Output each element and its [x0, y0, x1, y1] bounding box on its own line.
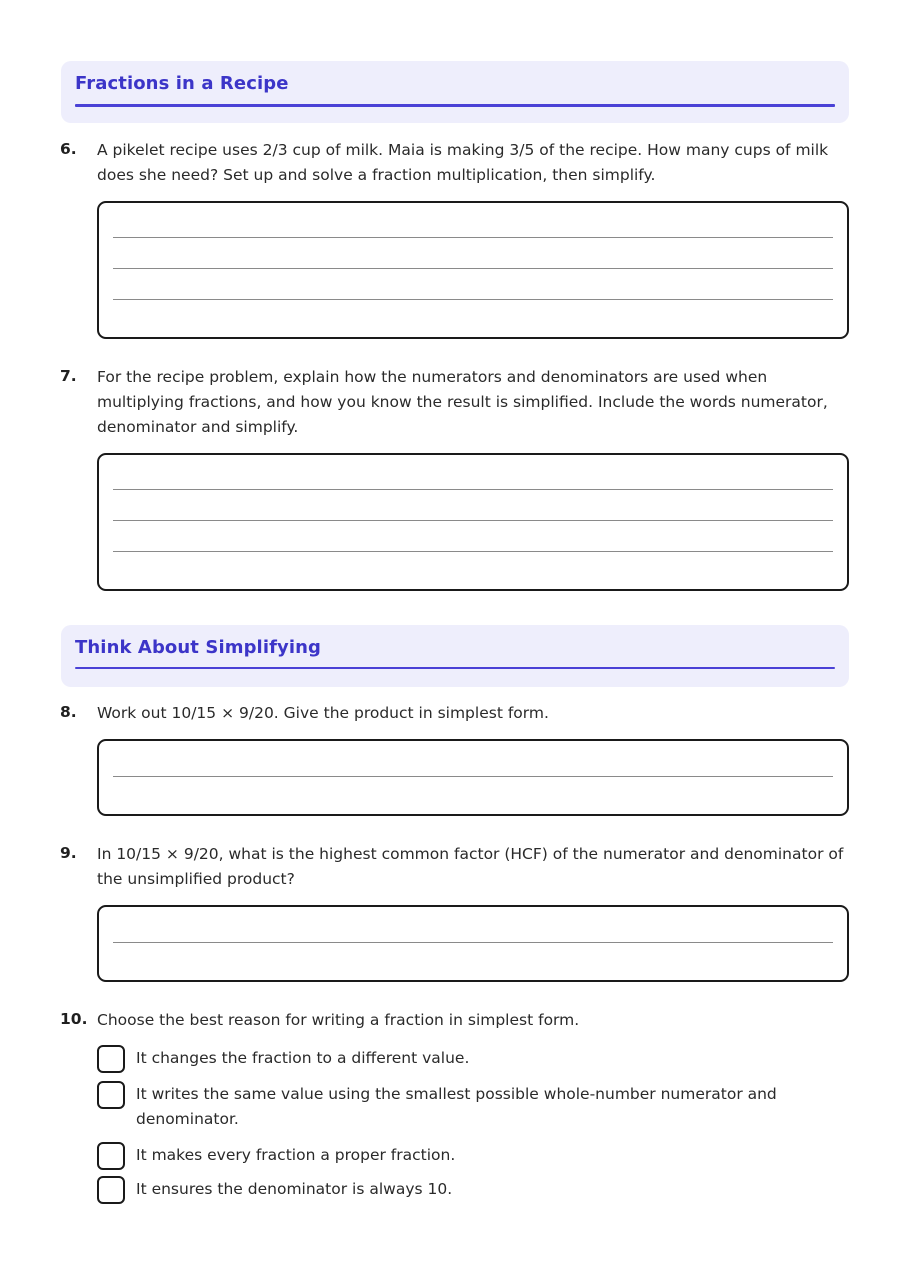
checkbox[interactable]	[97, 1142, 125, 1170]
question-text: In 10/15 × 9/20, what is the highest common factor (HCF) of the numerator and denominator of the unsimplified product?	[97, 845, 844, 888]
question-number: 9.	[60, 844, 77, 862]
checkbox[interactable]	[97, 1176, 125, 1204]
question-number: 8.	[60, 703, 77, 721]
option-label: It ensures the denominator is always 10.	[136, 1180, 453, 1198]
answer-line	[113, 489, 833, 490]
answer-line	[113, 520, 833, 521]
section-divider	[75, 667, 835, 669]
answer-line	[113, 942, 833, 943]
question-text: Work out 10/15 × 9/20. Give the product in simplest form.	[97, 704, 549, 722]
question-text: A pikelet recipe uses 2/3 cup of milk. Maia is making 3/5 of the recipe. How many cups of milk does she need? Set up and solve a fraction multiplication, then simplify.	[97, 141, 829, 184]
answer-line	[113, 551, 833, 552]
checkbox[interactable]	[97, 1045, 125, 1073]
question-number: 6.	[60, 140, 77, 158]
section-title: Think About Simplifying	[75, 637, 322, 658]
section-divider	[75, 104, 835, 107]
answer-box-q7[interactable]	[97, 453, 849, 591]
option-label: It makes every fraction a proper fraction.	[136, 1146, 456, 1164]
option-label: It writes the same value using the smallest possible whole-number numerator and denominator.	[136, 1085, 777, 1128]
answer-line	[113, 268, 833, 269]
option-label: It changes the fraction to a different value.	[136, 1049, 470, 1067]
question-text: For the recipe problem, explain how the numerators and denominators are used when multiplying fractions, and how you know the result is simplified. Include the words numerator, denominator and simplify.	[97, 368, 828, 436]
answer-line	[113, 776, 833, 777]
section-header-simplifying	[61, 625, 849, 687]
section-title: Fractions in a Recipe	[75, 73, 289, 94]
answer-box-q8[interactable]	[97, 739, 849, 816]
answer-line	[113, 299, 833, 300]
answer-line	[113, 237, 833, 238]
question-number: 10.	[60, 1010, 88, 1028]
answer-box-q6[interactable]	[97, 201, 849, 339]
section-header-recipe	[61, 61, 849, 123]
question-text: Choose the best reason for writing a fraction in simplest form.	[97, 1011, 580, 1029]
answer-box-q9[interactable]	[97, 905, 849, 982]
checkbox[interactable]	[97, 1081, 125, 1109]
question-number: 7.	[60, 367, 77, 385]
